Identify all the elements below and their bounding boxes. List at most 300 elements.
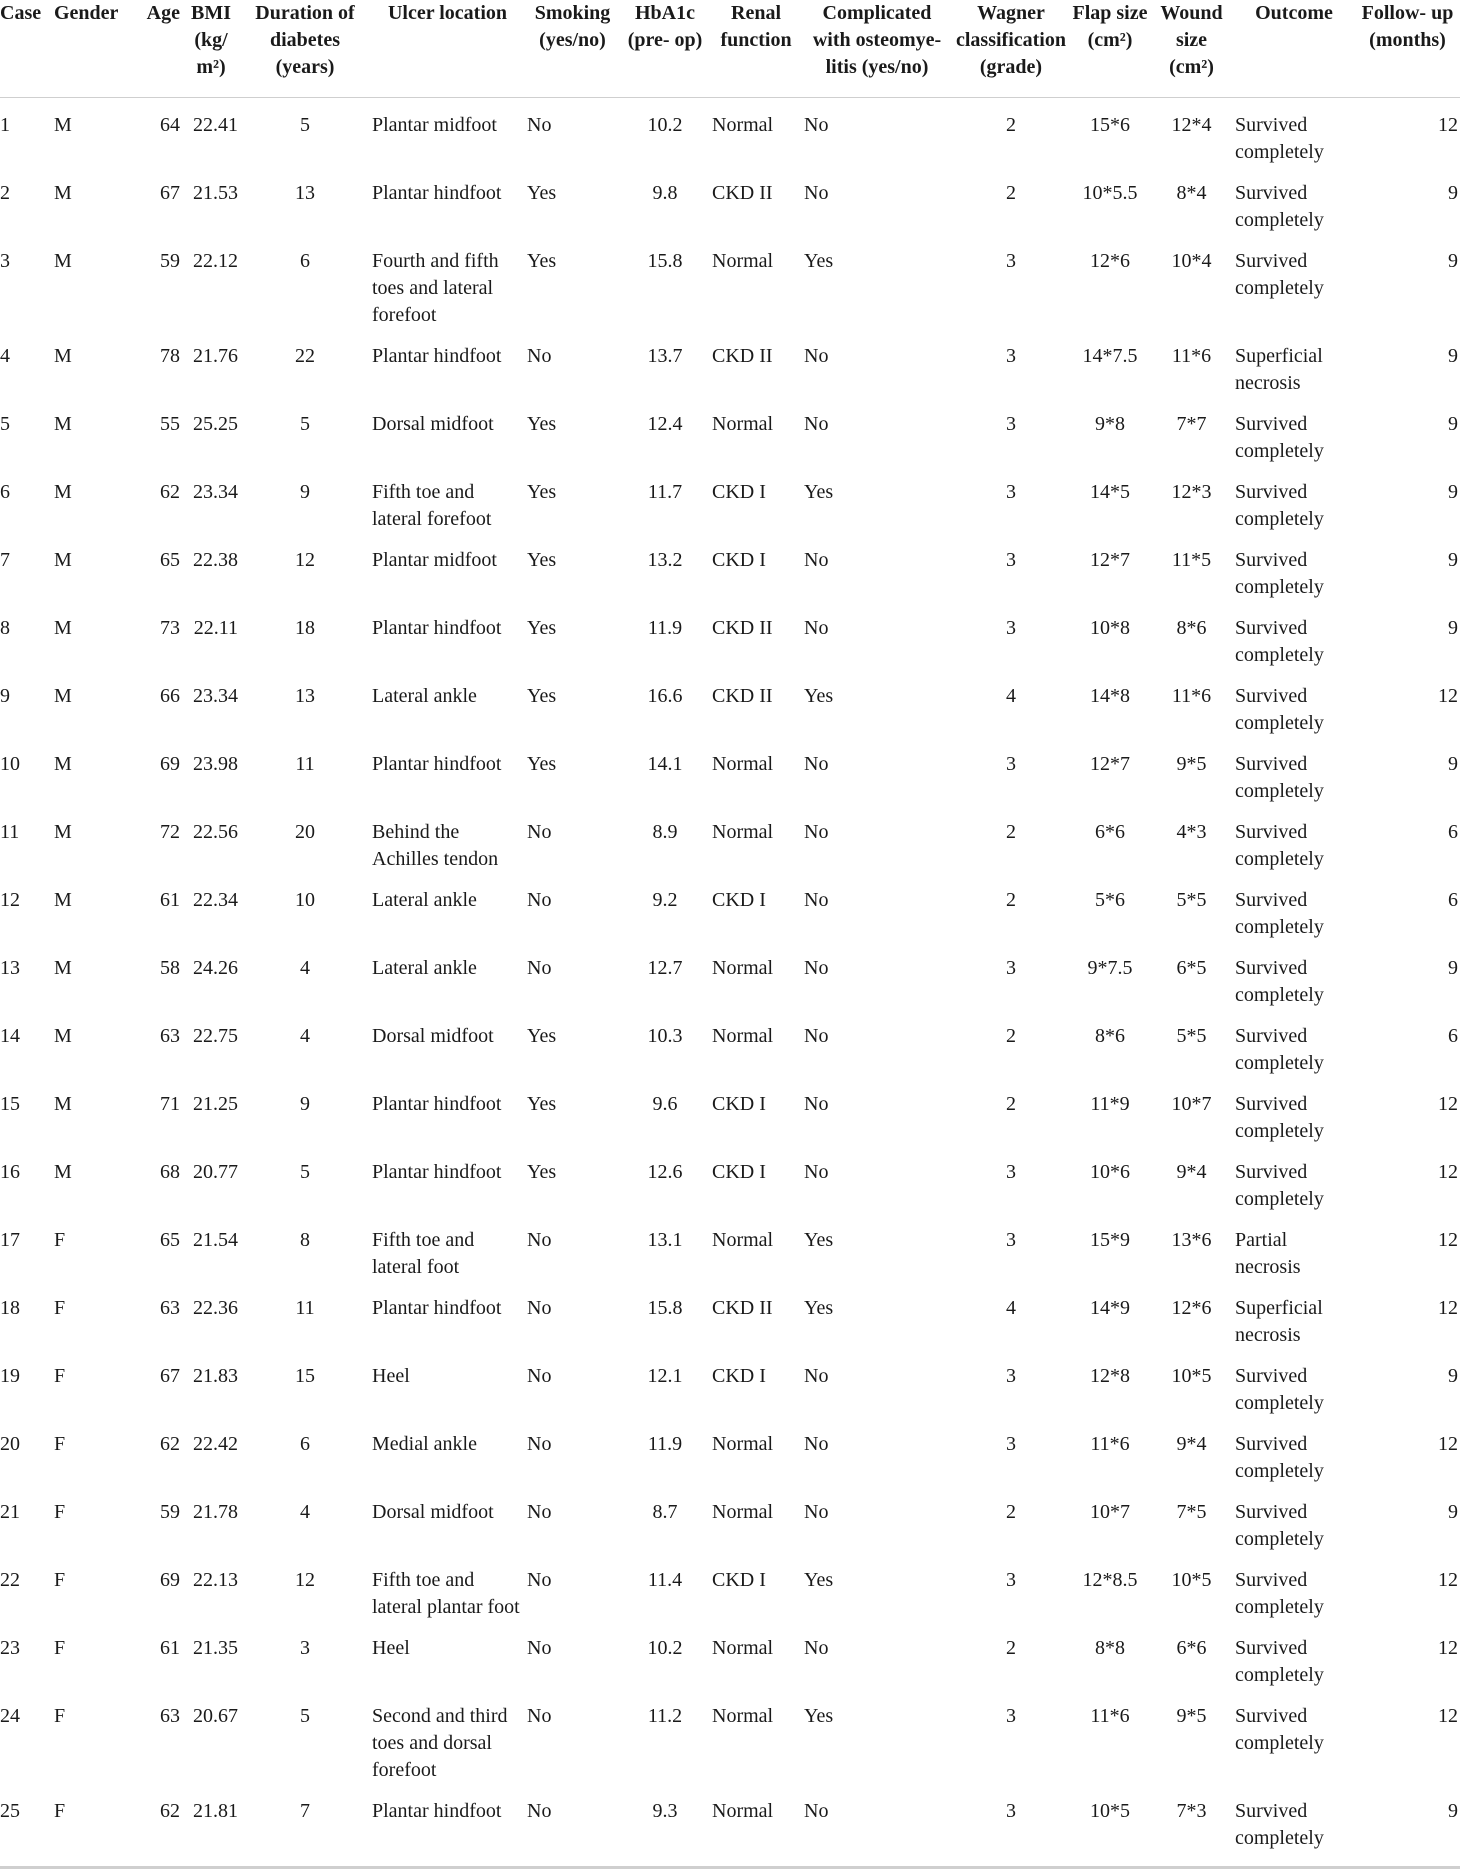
- cell-smoking: Yes: [527, 617, 557, 639]
- table-row: [0, 1784, 1460, 1868]
- cell-outcome: Survived completely: [1235, 889, 1324, 938]
- cell-renal: Normal: [712, 1637, 774, 1659]
- cell-gender: F: [54, 1501, 66, 1523]
- cell-wound: 12*6: [1171, 1297, 1212, 1319]
- cell-location: Heel: [372, 1637, 410, 1659]
- cell-age: 61: [160, 889, 180, 911]
- cell-case: 20: [0, 1433, 20, 1455]
- cell-wagner: 2: [1006, 1637, 1016, 1659]
- cell-wound: 9*5: [1176, 753, 1207, 775]
- cell-gender: F: [54, 1297, 66, 1319]
- cell-renal: CKD II: [712, 685, 773, 707]
- cell-renal: CKD II: [712, 1297, 773, 1319]
- cell-outcome: Survived completely: [1235, 1569, 1324, 1618]
- cell-followup: 9: [1448, 1365, 1458, 1387]
- cell-location: Lateral ankle: [372, 685, 477, 707]
- table-row: [0, 1553, 1460, 1621]
- cell-case: 2: [0, 182, 10, 204]
- cell-smoking: No: [527, 1365, 552, 1387]
- cell-flap: 12*6: [1090, 250, 1130, 272]
- cell-osteo: No: [802, 1784, 952, 1868]
- cell-flap: 14*7.5: [1082, 345, 1138, 367]
- table-row: [0, 1145, 1460, 1213]
- cell-osteo: No: [804, 1433, 829, 1455]
- cell-bmi: 22.42: [193, 1433, 238, 1455]
- cell-hba1c: 14.1: [647, 753, 683, 775]
- cell-hba1c: 11.2: [647, 1705, 683, 1727]
- cell-wound: 12*4: [1171, 114, 1212, 136]
- cell-duration: 6: [300, 250, 310, 272]
- cell-case: 19: [0, 1365, 20, 1387]
- cell-wagner: 3: [952, 1784, 1070, 1868]
- header-followup: Follow- up (months): [1355, 0, 1460, 98]
- cell-bmi: 22.13: [193, 1569, 238, 1591]
- cell-case: 7: [0, 549, 10, 571]
- cell-outcome: Survived completely: [1235, 549, 1324, 598]
- cell-smoking: No: [527, 1433, 552, 1455]
- cell-followup: 12: [1438, 1229, 1458, 1251]
- cell-age: 62: [160, 1433, 180, 1455]
- cell-renal: Normal: [712, 957, 774, 979]
- header-location: Ulcer location: [370, 0, 525, 98]
- cell-renal: Normal: [712, 1433, 774, 1455]
- cell-wagner: 3: [1006, 1365, 1016, 1387]
- cell-age: 65: [160, 1229, 180, 1251]
- cell-location: Plantar hindfoot: [372, 1297, 502, 1319]
- cell-hba1c: 10.2: [647, 1637, 683, 1659]
- cell-wagner: 3: [1006, 753, 1016, 775]
- cell-outcome: Survived completely: [1235, 957, 1324, 1006]
- cell-outcome: Survived completely: [1235, 114, 1324, 163]
- cell-age: 55: [160, 413, 180, 435]
- table-row: [0, 234, 1460, 329]
- cell-bmi: 24.26: [193, 957, 238, 979]
- cell-osteo: No: [804, 413, 829, 435]
- cell-bmi: 23.98: [193, 753, 238, 775]
- cell-wagner: 3: [1006, 1433, 1016, 1455]
- header-outcome: Outcome: [1233, 0, 1355, 98]
- cell-case: 25: [0, 1784, 52, 1868]
- cell-smoking: No: [527, 1569, 552, 1591]
- cell-case: 16: [0, 1161, 20, 1183]
- cell-location: Plantar hindfoot: [370, 1784, 525, 1868]
- cell-followup: 12: [1438, 1569, 1458, 1591]
- cell-renal: CKD I: [712, 1093, 766, 1115]
- cell-duration: 3: [300, 1637, 310, 1659]
- cell-bmi: 22.56: [193, 821, 238, 843]
- cell-location: Behind the Achilles tendon: [372, 821, 499, 870]
- cell-case: 13: [0, 957, 20, 979]
- cell-renal: Normal: [712, 413, 774, 435]
- cell-bmi: 22.38: [193, 549, 238, 571]
- cell-renal: Normal: [712, 114, 774, 136]
- cell-gender: F: [54, 1569, 66, 1591]
- cell-case: 21: [0, 1501, 20, 1523]
- cell-hba1c: 15.8: [647, 250, 683, 272]
- cell-bmi: 22.11: [193, 617, 238, 639]
- cell-location: Plantar hindfoot: [372, 1161, 502, 1183]
- cell-osteo: No: [804, 1365, 829, 1387]
- cell-followup: 12: [1438, 685, 1458, 707]
- cell-hba1c: 9.8: [652, 182, 678, 204]
- cell-outcome: Survived completely: [1235, 685, 1324, 734]
- cell-duration: 11: [295, 1297, 315, 1319]
- cell-wound: 7*7: [1176, 413, 1207, 435]
- cell-wagner: 2: [1006, 182, 1016, 204]
- cell-smoking: Yes: [527, 413, 557, 435]
- cell-hba1c: 10.2: [647, 114, 683, 136]
- cell-location: Plantar hindfoot: [372, 182, 502, 204]
- cell-hba1c: 13.1: [647, 1229, 683, 1251]
- cell-gender: F: [54, 1365, 66, 1387]
- cell-osteo: Yes: [804, 1569, 834, 1591]
- cell-hba1c: 15.8: [647, 1297, 683, 1319]
- cell-duration: 13: [295, 182, 315, 204]
- cell-followup: 12: [1438, 1433, 1458, 1455]
- cell-bmi: 22.12: [193, 250, 238, 272]
- cell-wound: 7*5: [1176, 1501, 1207, 1523]
- cell-age: 59: [160, 1501, 180, 1523]
- cell-duration: 11: [295, 753, 315, 775]
- cell-case: 24: [0, 1705, 20, 1727]
- cell-wagner: 2: [1006, 889, 1016, 911]
- cell-age: 69: [160, 753, 180, 775]
- cell-bmi: 21.53: [193, 182, 238, 204]
- cell-hba1c: 11.4: [647, 1569, 683, 1591]
- cell-hba1c: 12.1: [647, 1365, 683, 1387]
- cell-smoking: No: [527, 821, 552, 843]
- cell-followup: 12: [1438, 114, 1458, 136]
- cell-age: 65: [160, 549, 180, 571]
- cell-wagner: 3: [1006, 1161, 1016, 1183]
- cell-osteo: Yes: [804, 481, 834, 503]
- cell-duration: 22: [295, 345, 315, 367]
- header-wagner: Wagner classification (grade): [952, 0, 1070, 98]
- cell-osteo: No: [804, 114, 829, 136]
- cell-wound: 6*5: [1176, 957, 1207, 979]
- cell-age: 78: [160, 345, 180, 367]
- cell-duration: 13: [295, 685, 315, 707]
- header-age: Age: [132, 0, 182, 98]
- cell-smoking: No: [527, 889, 552, 911]
- cell-osteo: No: [804, 821, 829, 843]
- cell-followup: 9: [1448, 481, 1458, 503]
- cell-location: Plantar midfoot: [372, 549, 497, 571]
- cell-case: 17: [0, 1229, 20, 1251]
- cell-hba1c: 13.7: [647, 345, 683, 367]
- cell-outcome: Survived completely: [1235, 413, 1324, 462]
- cell-wound: 8*4: [1176, 182, 1207, 204]
- cell-followup: 9: [1448, 1501, 1458, 1523]
- cell-smoking: Yes: [527, 182, 557, 204]
- cell-case: 4: [0, 345, 10, 367]
- cell-osteo: No: [804, 957, 829, 979]
- cell-wagner: 4: [1006, 685, 1016, 707]
- cell-flap: 9*8: [1095, 413, 1125, 435]
- cell-location: Fifth toe and lateral foot: [372, 1229, 475, 1278]
- cell-flap: 12*8.5: [1082, 1569, 1138, 1591]
- cell-followup: 9: [1448, 250, 1458, 272]
- cell-wound: 11*6: [1171, 345, 1212, 367]
- cell-followup: 9: [1355, 1784, 1460, 1868]
- table-row: [0, 1485, 1460, 1553]
- cell-gender: M: [54, 1025, 72, 1047]
- cell-outcome: Survived completely: [1235, 1025, 1324, 1074]
- cell-case: 23: [0, 1637, 20, 1659]
- cell-hba1c: 11.7: [647, 481, 683, 503]
- cell-bmi: 22.75: [193, 1025, 238, 1047]
- cell-wagner: 3: [1006, 1705, 1016, 1727]
- cell-location: Dorsal midfoot: [372, 1501, 494, 1523]
- cell-hba1c: 11.9: [647, 617, 683, 639]
- cell-duration: 6: [300, 1433, 310, 1455]
- cell-wound: 9*5: [1176, 1705, 1207, 1727]
- header-osteo: Complicated with osteomye- litis (yes/no): [802, 0, 952, 98]
- cell-hba1c: 9.2: [652, 889, 678, 911]
- cell-gender: F: [52, 1784, 132, 1868]
- cell-age: 67: [160, 182, 180, 204]
- cell-osteo: No: [804, 549, 829, 571]
- header-bmi: BMI (kg/ m²): [182, 0, 240, 98]
- cell-outcome: Survived completely: [1235, 1705, 1324, 1754]
- table-row: [0, 737, 1460, 805]
- cell-location: Lateral ankle: [372, 957, 477, 979]
- cell-age: 63: [160, 1025, 180, 1047]
- cell-bmi: 23.34: [193, 685, 238, 707]
- cell-renal: CKD I: [712, 1569, 766, 1591]
- cell-hba1c: 12.4: [647, 413, 683, 435]
- cell-hba1c: 16.6: [647, 685, 683, 707]
- cell-age: 64: [160, 114, 180, 136]
- cell-wagner: 3: [1006, 617, 1016, 639]
- cell-gender: F: [54, 1705, 66, 1727]
- cell-bmi: 22.41: [193, 114, 238, 136]
- cell-wagner: 2: [1006, 1501, 1016, 1523]
- table-row: [0, 1213, 1460, 1281]
- cell-case: 11: [0, 821, 20, 843]
- cell-wound: 9*4: [1176, 1161, 1207, 1183]
- cell-osteo: No: [804, 1093, 829, 1115]
- cell-renal: Normal: [712, 1229, 774, 1251]
- cell-age: 62: [160, 481, 180, 503]
- cell-age: 61: [160, 1637, 180, 1659]
- cell-flap: 14*8: [1090, 685, 1130, 707]
- cell-age: 69: [160, 1569, 180, 1591]
- cell-bmi: 21.54: [193, 1229, 238, 1251]
- cell-flap: 15*6: [1090, 114, 1130, 136]
- cell-flap: 11*9: [1090, 1093, 1130, 1115]
- cell-flap: 14*5: [1090, 481, 1130, 503]
- cell-outcome: Survived completely: [1235, 1365, 1324, 1414]
- cell-gender: F: [54, 1229, 66, 1251]
- cell-osteo: No: [804, 889, 829, 911]
- cell-age: 62: [132, 1784, 182, 1868]
- header-renal: Renal function: [710, 0, 802, 98]
- cell-followup: 6: [1448, 1025, 1458, 1047]
- cell-flap: 5*6: [1095, 889, 1125, 911]
- cell-outcome: Survived completely: [1235, 1093, 1324, 1142]
- cell-smoking: No: [527, 957, 552, 979]
- cell-case: 6: [0, 481, 10, 503]
- cell-followup: 12: [1438, 1297, 1458, 1319]
- cell-renal: Normal: [712, 1025, 774, 1047]
- cell-gender: M: [54, 345, 72, 367]
- cell-wagner: 3: [1006, 345, 1016, 367]
- table-row: [0, 873, 1460, 941]
- cell-followup: 12: [1438, 1705, 1458, 1727]
- cell-followup: 12: [1438, 1093, 1458, 1115]
- cell-age: 71: [160, 1093, 180, 1115]
- cell-gender: M: [54, 957, 72, 979]
- cell-renal: Normal: [712, 1501, 774, 1523]
- table-row: [0, 166, 1460, 234]
- cell-wound: 9*4: [1176, 1433, 1207, 1455]
- cell-case: 10: [0, 753, 20, 775]
- cell-flap: 11*6: [1090, 1705, 1130, 1727]
- cell-flap: 10*7: [1090, 1501, 1130, 1523]
- table-row: [0, 941, 1460, 1009]
- cell-duration: 12: [295, 549, 315, 571]
- cell-followup: 9: [1448, 413, 1458, 435]
- cell-case: 15: [0, 1093, 20, 1115]
- cell-smoking: No: [525, 1784, 620, 1868]
- table-row: [0, 669, 1460, 737]
- cell-case: 9: [0, 685, 10, 707]
- cell-followup: 12: [1438, 1161, 1458, 1183]
- cell-duration: 9: [300, 1093, 310, 1115]
- cell-bmi: 22.36: [193, 1297, 238, 1319]
- cell-wound: 10*4: [1171, 250, 1212, 272]
- cell-wound: 7*3: [1150, 1784, 1233, 1868]
- cell-outcome: Survived completely: [1233, 1784, 1355, 1868]
- cell-case: 22: [0, 1569, 20, 1591]
- cell-location: Lateral ankle: [372, 889, 477, 911]
- cell-followup: 6: [1448, 821, 1458, 843]
- cell-age: 67: [160, 1365, 180, 1387]
- cell-smoking: No: [527, 345, 552, 367]
- header-hba1c: HbA1c (pre- op): [620, 0, 710, 98]
- cell-location: Dorsal midfoot: [372, 1025, 494, 1047]
- cell-wound: 12*3: [1171, 481, 1212, 503]
- cell-outcome: Survived completely: [1235, 1161, 1324, 1210]
- cell-smoking: Yes: [527, 1161, 557, 1183]
- cell-bmi: 21.76: [193, 345, 238, 367]
- cell-renal: Normal: [712, 250, 774, 272]
- cell-wound: 8*6: [1176, 617, 1207, 639]
- cell-hba1c: 8.9: [652, 821, 678, 843]
- table-row: [0, 1009, 1460, 1077]
- cell-bmi: 25.25: [193, 413, 238, 435]
- cell-flap: 12*8: [1090, 1365, 1130, 1387]
- cell-duration: 7: [240, 1784, 370, 1868]
- cell-renal: Normal: [710, 1784, 802, 1868]
- table-row: [0, 397, 1460, 465]
- cell-location: Dorsal midfoot: [372, 413, 494, 435]
- cell-wound: 5*5: [1176, 1025, 1207, 1047]
- cell-outcome: Survived completely: [1235, 617, 1324, 666]
- cell-smoking: Yes: [527, 753, 557, 775]
- cell-smoking: No: [527, 1297, 552, 1319]
- cell-wound: 10*5: [1171, 1365, 1212, 1387]
- cell-smoking: Yes: [527, 1025, 557, 1047]
- cell-duration: 12: [295, 1569, 315, 1591]
- cell-bmi: 20.77: [193, 1161, 238, 1183]
- cell-wagner: 3: [1006, 1569, 1016, 1591]
- cell-followup: 9: [1448, 753, 1458, 775]
- cell-flap: 12*7: [1090, 753, 1130, 775]
- cell-gender: M: [54, 549, 72, 571]
- cell-bmi: 21.25: [193, 1093, 238, 1115]
- cell-renal: CKD II: [712, 345, 773, 367]
- cell-outcome: Survived completely: [1235, 1433, 1324, 1482]
- cell-osteo: Yes: [804, 685, 834, 707]
- table-row: [0, 601, 1460, 669]
- cell-renal: Normal: [712, 821, 774, 843]
- cell-case: 3: [0, 250, 10, 272]
- cell-osteo: No: [804, 1637, 829, 1659]
- cell-age: 58: [160, 957, 180, 979]
- cell-age: 63: [160, 1705, 180, 1727]
- cell-bmi: 21.35: [193, 1637, 238, 1659]
- cell-flap: 12*7: [1090, 549, 1130, 571]
- cell-osteo: Yes: [804, 1705, 834, 1727]
- cell-outcome: Superficial necrosis: [1235, 1297, 1323, 1346]
- cell-flap: 10*6: [1090, 1161, 1130, 1183]
- cell-followup: 6: [1448, 889, 1458, 911]
- cell-age: 63: [160, 1297, 180, 1319]
- cell-hba1c: 9.6: [652, 1093, 678, 1115]
- cell-location: Heel: [372, 1365, 410, 1387]
- cell-duration: 5: [300, 1705, 310, 1727]
- cell-location: Second and third toes and dorsal forefoot: [372, 1705, 508, 1781]
- cell-flap: 8*8: [1095, 1637, 1125, 1659]
- cell-hba1c: 10.3: [647, 1025, 683, 1047]
- cell-flap: 11*6: [1090, 1433, 1130, 1455]
- cell-hba1c: 11.9: [647, 1433, 683, 1455]
- cell-location: Plantar hindfoot: [372, 1093, 502, 1115]
- cell-followup: 9: [1448, 957, 1458, 979]
- cell-flap: 14*9: [1090, 1297, 1130, 1319]
- table-row: [0, 465, 1460, 533]
- cell-hba1c: 12.7: [647, 957, 683, 979]
- cell-duration: 5: [300, 413, 310, 435]
- cell-gender: M: [54, 617, 72, 639]
- cell-wagner: 3: [1006, 413, 1016, 435]
- cell-location: Plantar hindfoot: [372, 345, 502, 367]
- cell-wagner: 2: [1006, 1025, 1016, 1047]
- cell-osteo: No: [804, 1161, 829, 1183]
- cell-bmi: 22.34: [193, 889, 238, 911]
- cell-osteo: No: [804, 753, 829, 775]
- cell-outcome: Survived completely: [1235, 481, 1324, 530]
- cell-smoking: Yes: [527, 685, 557, 707]
- cell-location: Fourth and fifth toes and lateral forefoot: [372, 250, 499, 326]
- cell-wagner: 3: [1006, 549, 1016, 571]
- cell-case: 12: [0, 889, 20, 911]
- cell-wound: 11*6: [1171, 685, 1212, 707]
- cell-duration: 4: [300, 957, 310, 979]
- cell-outcome: Survived completely: [1235, 250, 1324, 299]
- cell-age: 68: [160, 1161, 180, 1183]
- cell-wagner: 3: [1006, 250, 1016, 272]
- cell-gender: M: [54, 114, 72, 136]
- cell-followup: 9: [1448, 345, 1458, 367]
- cell-osteo: No: [804, 1025, 829, 1047]
- table-row: [0, 1281, 1460, 1349]
- cell-renal: Normal: [712, 1705, 774, 1727]
- cell-wound: 10*7: [1171, 1093, 1212, 1115]
- cell-location: Plantar hindfoot: [372, 617, 502, 639]
